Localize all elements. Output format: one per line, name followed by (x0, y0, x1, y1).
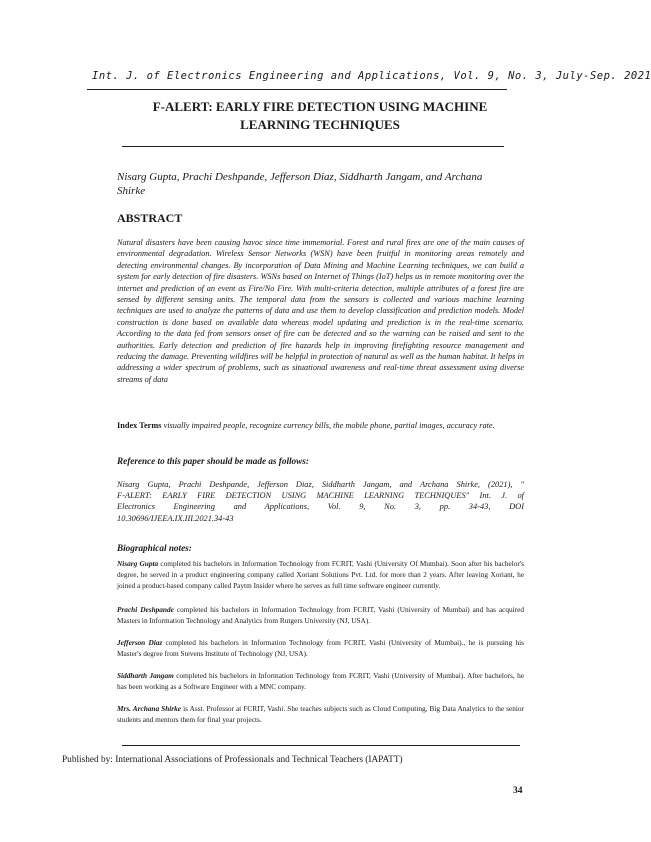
index-terms-label: Index Terms (117, 421, 162, 430)
bio-entry (117, 704, 524, 726)
reference-line-4: 10.30696/IJEEA.IX.III.2021.34-43 (117, 513, 234, 523)
title-rule (122, 146, 504, 147)
reference-line-2: F-ALERT: EARLY FIRE DETECTION USING MACHINE LEARNING TECHNIQUES" Int. J. of (117, 491, 524, 501)
bio-author-name: Nisarg Gupta (117, 559, 159, 568)
bio-text: completed his bachelors in Information Technology from FCRIT, Vashi (University of Mumbai) and has acquired Masters in Information Technology and Analytics from Rutgers University (NJ, USA). (117, 605, 524, 625)
page-number: 34 (513, 786, 523, 796)
bio-heading: Biographical notes: (117, 543, 192, 553)
title-line-1: F-ALERT: EARLY FIRE DETECTION USING MACHINE (152, 99, 488, 114)
paper-title (120, 98, 520, 134)
header-rule (87, 89, 507, 90)
abstract-text: Natural disasters have been causing havoc since time immemorial. Forest and rural fires are one of the main causes of environmental degradation. Wireless Sensor Networks (WSN) have been fruitful in monitoring areas remotely and detecting environmental changes. By incorporation of Data Mining and Machine Learning techniques, we can build a system for early detection of fire disasters. WSNs based on Internet of Things (IoT) helps us in remote monitoring over the internet and prediction of an event as Fire/No Fire. With multi-criteria detection, multiple attributes of a forest fire are sensed by different sensing units. The temporal data from the sensors is collected and various machine learning techniques are used to analyze the patterns of data and use them to develop classification and prediction models. Model construction is done based on available data whereas model updating and prediction is in the real-time scenario. According to the data fed from sensors onset of fire can be detected and so the warning can be raised and sent to the authorities. Early detection and prediction of fire hazards help in improving firefighting resource management and reducing the damage. Preventing wildfires will be helpful in protection of natural as well as the human habitat. It helps in addressing a wider spectrum of problems, such as situational awareness and real-time threat assessment using diverse streams of data (117, 238, 524, 384)
bio-author-name: Jefferson Diaz (117, 638, 163, 647)
bio-text: completed his bachelors in Information Technology from FCRIT, Vashi (University of Mumbai)., he is pursuing his Master's degree from Stevens Institute of Technology (NJ, USA). (117, 638, 524, 658)
author-line-2: Shirke (117, 185, 146, 197)
bio-entry (117, 671, 524, 693)
bio-entry (117, 638, 524, 660)
index-terms-text: visually impaired people, recognize currency bills, the mobile phone, partial images, accuracy rate. (161, 421, 495, 430)
bio-text: completed his bachelors in Information Technology from FCRIT, Vashi (University Of Mumbai). Soon after his bachelor's degree, he served in a product engineering company called Xoriant Solutions Pvt. Ltd. for more than 2 years. After leaving Xoriant, he joined a product-based company called Paytm Insider where he serves as full time software engineer currently. (117, 559, 524, 590)
bio-text: completed his bachelors in Information Technology from FCRIT, Vashi (University of Mumbai). After bachelors, he has been working as a Software Engineer with a MNC company. (117, 671, 525, 691)
reference-heading: Reference to this paper should be made as follows: (117, 456, 309, 466)
bio-entry (117, 605, 524, 627)
running-header: Int. J. of Electronics Engineering and Applications, Vol. 9, No. 3, July-Sep. 2021 (92, 70, 651, 82)
abstract-heading: ABSTRACT (117, 211, 183, 225)
author-list (117, 170, 522, 198)
bio-author-name: Mrs. Archana Shirke (117, 704, 182, 713)
title-line-2: LEARNING TECHNIQUES (240, 117, 400, 132)
footer-rule (122, 745, 520, 746)
index-terms (117, 420, 524, 431)
bio-author-name: Siddharth Jangam (117, 671, 174, 680)
author-line-1: Nisarg Gupta, Prachi Deshpande, Jefferson Diaz, Siddharth Jangam, and Archana (117, 171, 483, 183)
reference-line-1: Nisarg Gupta, Prachi Deshpande, Jefferson Diaz, Siddharth Jangam, and Archana Shirke, (2021), " (117, 480, 524, 489)
reference-line-3: Electronics Engineering and Applications, Vol. 9, No. 3, pp. 34-43, DOI (117, 502, 524, 512)
publisher-line: Published by: International Associations of Professionals and Technical Teachers (IAPATT) (62, 755, 403, 765)
reference-citation (117, 479, 524, 524)
bio-author-name: Prachi Deshpande (117, 605, 174, 614)
bio-entry (117, 559, 524, 592)
bio-text: is Asst. Professor at FCRIT, Vashi. She teaches subjects such as Cloud Computing, Big Data Analytics to the senior students and mentors them for final year projects. (117, 704, 524, 724)
